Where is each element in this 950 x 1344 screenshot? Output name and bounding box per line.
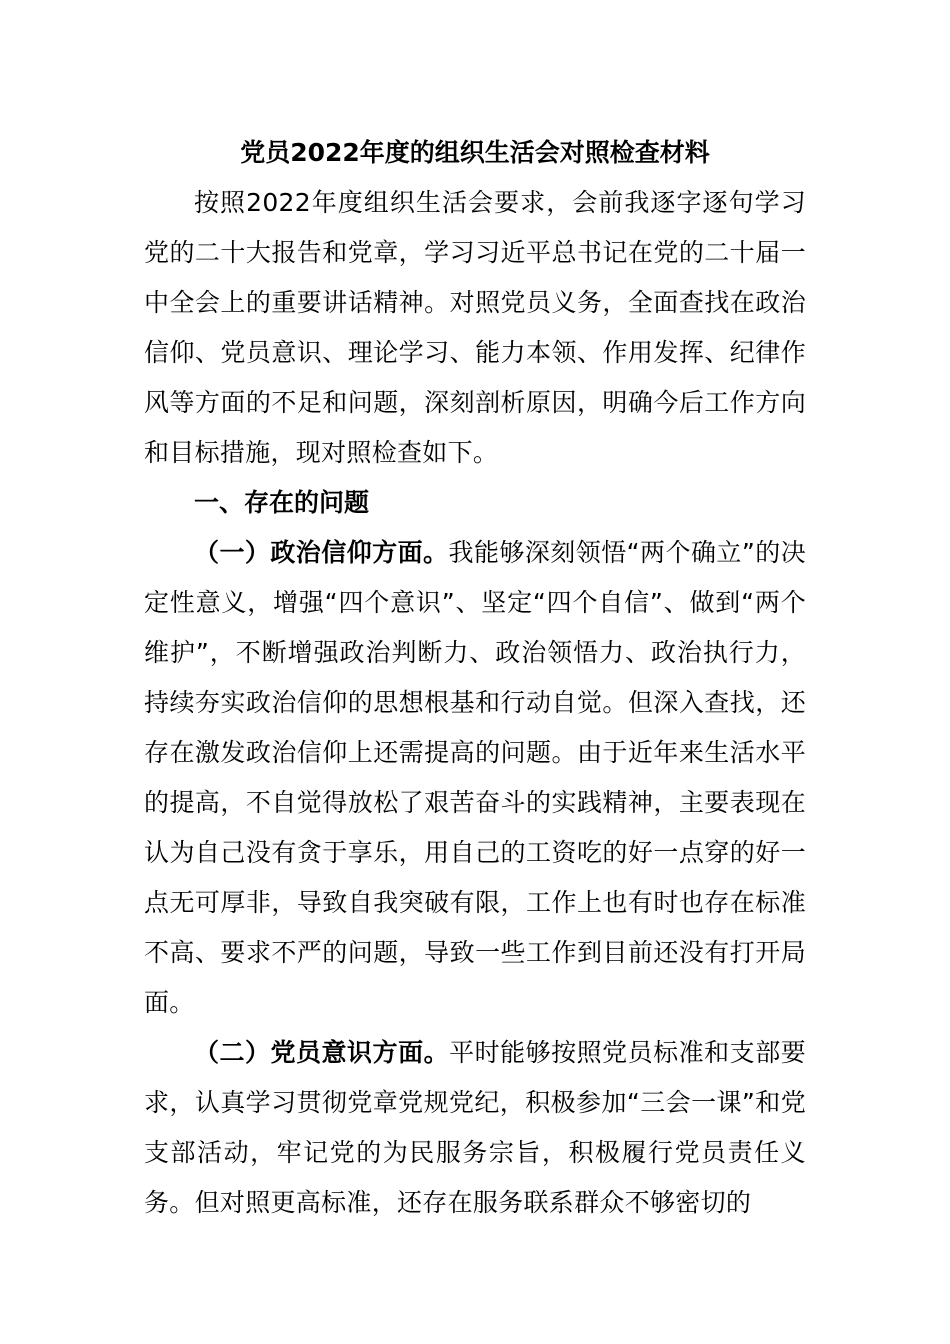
intro-paragraph: 按照2022年度组织生活会要求，会前我逐字逐句学习党的二十大报告和党章，学习习近平总书记在党的二十届一中全会上的重要讲话精神。对照党员义务，全面查找在政治信仰、党员意识、理论学习、能力本领、作用发挥、纪律作风等方面的不足和问题，深刻剖析原因，明确今后工作方向和目标措施，现对照检查如下。 [144, 188, 806, 467]
item-lead: （一）政治信仰方面。 [194, 538, 449, 567]
item-lead: （二）党员意识方面。 [194, 1038, 450, 1067]
document-body [144, 128, 806, 1228]
document-title: 党员2022年度的组织生活会对照检查材料 [240, 138, 710, 167]
item-political-belief [144, 528, 806, 1028]
item-body: 我能够深刻领悟“两个确立”的决定性意义，增强“四个意识”、坚定“四个自信”、做到“两个维护”，不断增强政治判断力、政治领悟力、政治执行力，持续夯实政治信仰的思想根基和行动自觉。但深入查找，还存在激发政治信仰上还需提高的问题。由于近年来生活水平的提高，不自觉得放松了艰苦奋斗的实践精神，主要表现在认为自己没有贪于享乐，用自己的工资吃的好一点穿的好一点无可厚非，导致自我突破有限，工作上也有时也存在标准不高、要求不严的问题，导致一些工作到目前还没有打开局面。 [144, 538, 806, 1017]
section-heading-problems: 一、存在的问题 [194, 488, 370, 517]
item-body: 平时能够按照党员标准和支部要求，认真学习贯彻党章党规党纪，积极参加“三会一课”和党支部活动，牢记党的为民服务宗旨，积极履行党员责任义务。但对照更高标准，还存在服务联系群众不够密切的 [144, 1038, 806, 1217]
item-party-awareness [144, 1028, 806, 1228]
